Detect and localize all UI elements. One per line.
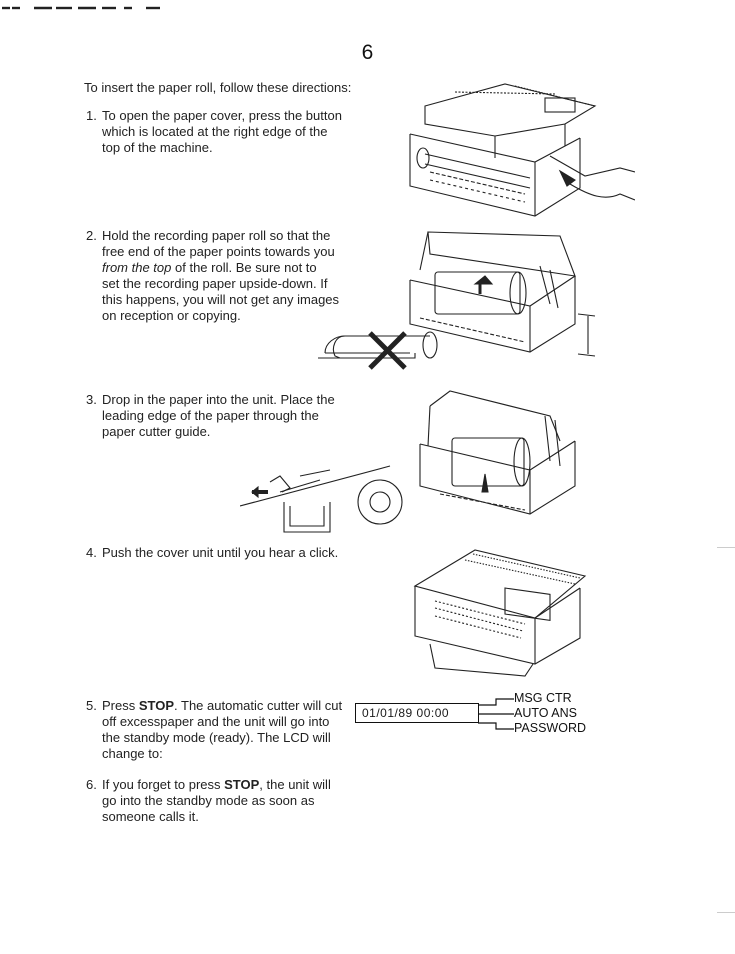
step-line: change to:	[102, 746, 163, 761]
scan-edge-mark	[717, 547, 735, 548]
stop-key-label: STOP	[138, 698, 175, 713]
step-1	[86, 108, 356, 158]
step-3	[86, 392, 356, 442]
step-line: set the recording paper upside-down. If	[102, 276, 328, 291]
step-number: 6.	[86, 777, 97, 792]
wrong-roll-illustration	[315, 308, 445, 378]
step-line: Drop in the paper into the unit. Place the	[102, 392, 335, 407]
step-line-italic	[102, 260, 339, 276]
scan-edge-mark	[717, 912, 735, 913]
text-after-bold: . The automatic cutter will cut	[174, 698, 343, 713]
step-line: off excesspaper and the unit will go into	[102, 714, 330, 729]
step-6	[86, 777, 356, 827]
step-line: Push the cover unit until you hear a click.	[102, 545, 339, 560]
step-5	[86, 698, 356, 764]
step-line: on reception or copying.	[102, 308, 241, 323]
step-number: 4.	[86, 545, 97, 560]
step-line: leading edge of the paper through the	[102, 408, 319, 423]
step-line: top of the machine.	[102, 140, 213, 155]
step-number: 5.	[86, 698, 97, 713]
step-line: the standby mode (ready). The LCD will	[102, 730, 331, 745]
paper-in-unit-illustration	[410, 386, 600, 526]
text-before-bold: If you forget to press	[102, 777, 225, 792]
step-line: which is located at the right edge of the	[102, 124, 328, 139]
step-line: To open the paper cover, press the button	[102, 108, 342, 123]
step-number: 2.	[86, 228, 97, 243]
closed-machine-illustration	[405, 546, 595, 681]
lcd-label-msg-ctr: MSG CTR	[514, 691, 572, 705]
intro-text: To insert the paper roll, follow these directions:	[84, 80, 352, 95]
open-cover-illustration	[395, 76, 635, 226]
step-line: go into the standby mode as soon as	[102, 793, 315, 808]
step-line-bold	[102, 698, 342, 714]
step-line-bold	[102, 777, 331, 793]
cutter-guide-diagram	[240, 462, 410, 542]
step-line: Hold the recording paper roll so that the	[102, 228, 331, 243]
italic-phrase: from the top	[102, 260, 172, 275]
step-number: 3.	[86, 392, 97, 407]
text-after-bold: , the unit will	[259, 777, 331, 792]
text-before-bold: Press	[102, 698, 139, 713]
scan-artifact-marks	[0, 0, 170, 20]
step-number: 1.	[86, 108, 97, 123]
stop-key-label: STOP	[224, 777, 260, 792]
step-4	[86, 545, 366, 563]
lcd-display: 01/01/89 00:00	[355, 703, 479, 723]
step-line: someone calls it.	[102, 809, 199, 824]
step-line: free end of the paper points towards you	[102, 244, 335, 259]
lcd-label-password: PASSWORD	[514, 721, 586, 735]
page-number: 6	[361, 41, 374, 64]
step-line-rest: of the roll. Be sure not to	[175, 260, 317, 275]
lcd-label-auto-ans: AUTO ANS	[514, 706, 577, 720]
step-line: paper cutter guide.	[102, 424, 211, 439]
step-line: this happens, you will not get any images	[102, 292, 340, 307]
lcd-leader-lines	[478, 694, 518, 734]
